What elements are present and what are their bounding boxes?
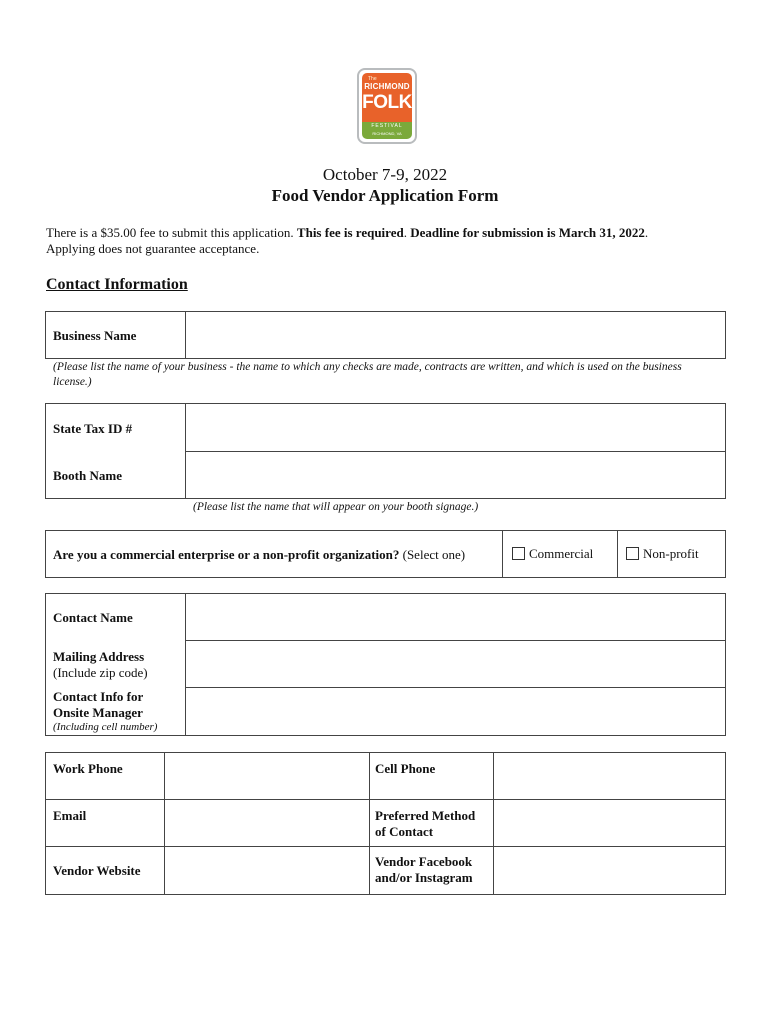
state-tax-label: State Tax ID #: [53, 421, 133, 436]
intro-text: There is a $35.00 fee to submit this application. This fee is required. Deadline for submission is March 31, 2022. Applying does not guarantee acceptance.: [46, 225, 649, 256]
onsite-manager-field[interactable]: [186, 688, 725, 735]
tax-booth-table: [45, 403, 726, 499]
business-name-field[interactable]: [186, 312, 725, 358]
commercial-checkbox[interactable]: [512, 547, 525, 560]
festival-logo: The RICHMOND FOLK FESTIVAL RICHMOND, VA: [357, 68, 417, 144]
form-title: Food Vendor Application Form: [271, 186, 499, 205]
event-dates: October 7-9, 2022: [322, 165, 448, 184]
vendor-social-label: Vendor Facebook and/or Instagram: [375, 854, 473, 885]
contact-name-field[interactable]: [186, 594, 725, 640]
mailing-address-field[interactable]: [186, 641, 725, 687]
booth-name-label: Booth Name: [53, 468, 122, 483]
work-phone-label: Work Phone: [53, 761, 123, 776]
onsite-manager-hint: (Including cell number): [53, 721, 158, 733]
contact-table: [45, 593, 726, 736]
onsite-manager-label: Contact Info for Onsite Manager: [53, 689, 144, 720]
mailing-address-label: Mailing Address (Include zip code): [53, 649, 148, 680]
nonprofit-option-label: Non-profit: [643, 546, 699, 561]
email-label: Email: [53, 808, 87, 823]
vendor-website-field[interactable]: [165, 847, 369, 894]
vendor-website-label: Vendor Website: [53, 863, 141, 878]
cell-phone-label: Cell Phone: [375, 761, 436, 776]
org-type-row: [45, 530, 726, 578]
details-table: [45, 752, 726, 895]
email-field[interactable]: [165, 800, 369, 846]
business-name-note: (Please list the name of your business - the name to which any checks are made, contracts are written, and which is used on the business license.): [53, 361, 682, 388]
booth-name-field[interactable]: [186, 452, 725, 498]
cell-phone-field[interactable]: [494, 753, 725, 799]
vendor-social-field[interactable]: [494, 847, 725, 894]
preferred-contact-label: Preferred Method of Contact: [375, 808, 476, 839]
commercial-option-label: Commercial: [529, 546, 594, 561]
business-name-label: Business Name: [53, 328, 137, 343]
org-type-question: Are you a commercial enterprise or a non-profit organization? (Select one): [53, 547, 466, 562]
booth-name-note: (Please list the name that will appear on your booth signage.): [193, 501, 479, 513]
section-title: Contact Information: [46, 276, 188, 293]
nonprofit-checkbox[interactable]: [626, 547, 639, 560]
work-phone-field[interactable]: [165, 753, 369, 799]
business-name-row: [45, 311, 726, 359]
contact-name-label: Contact Name: [53, 610, 133, 625]
preferred-contact-field[interactable]: [494, 800, 725, 846]
state-tax-field[interactable]: [186, 404, 725, 451]
